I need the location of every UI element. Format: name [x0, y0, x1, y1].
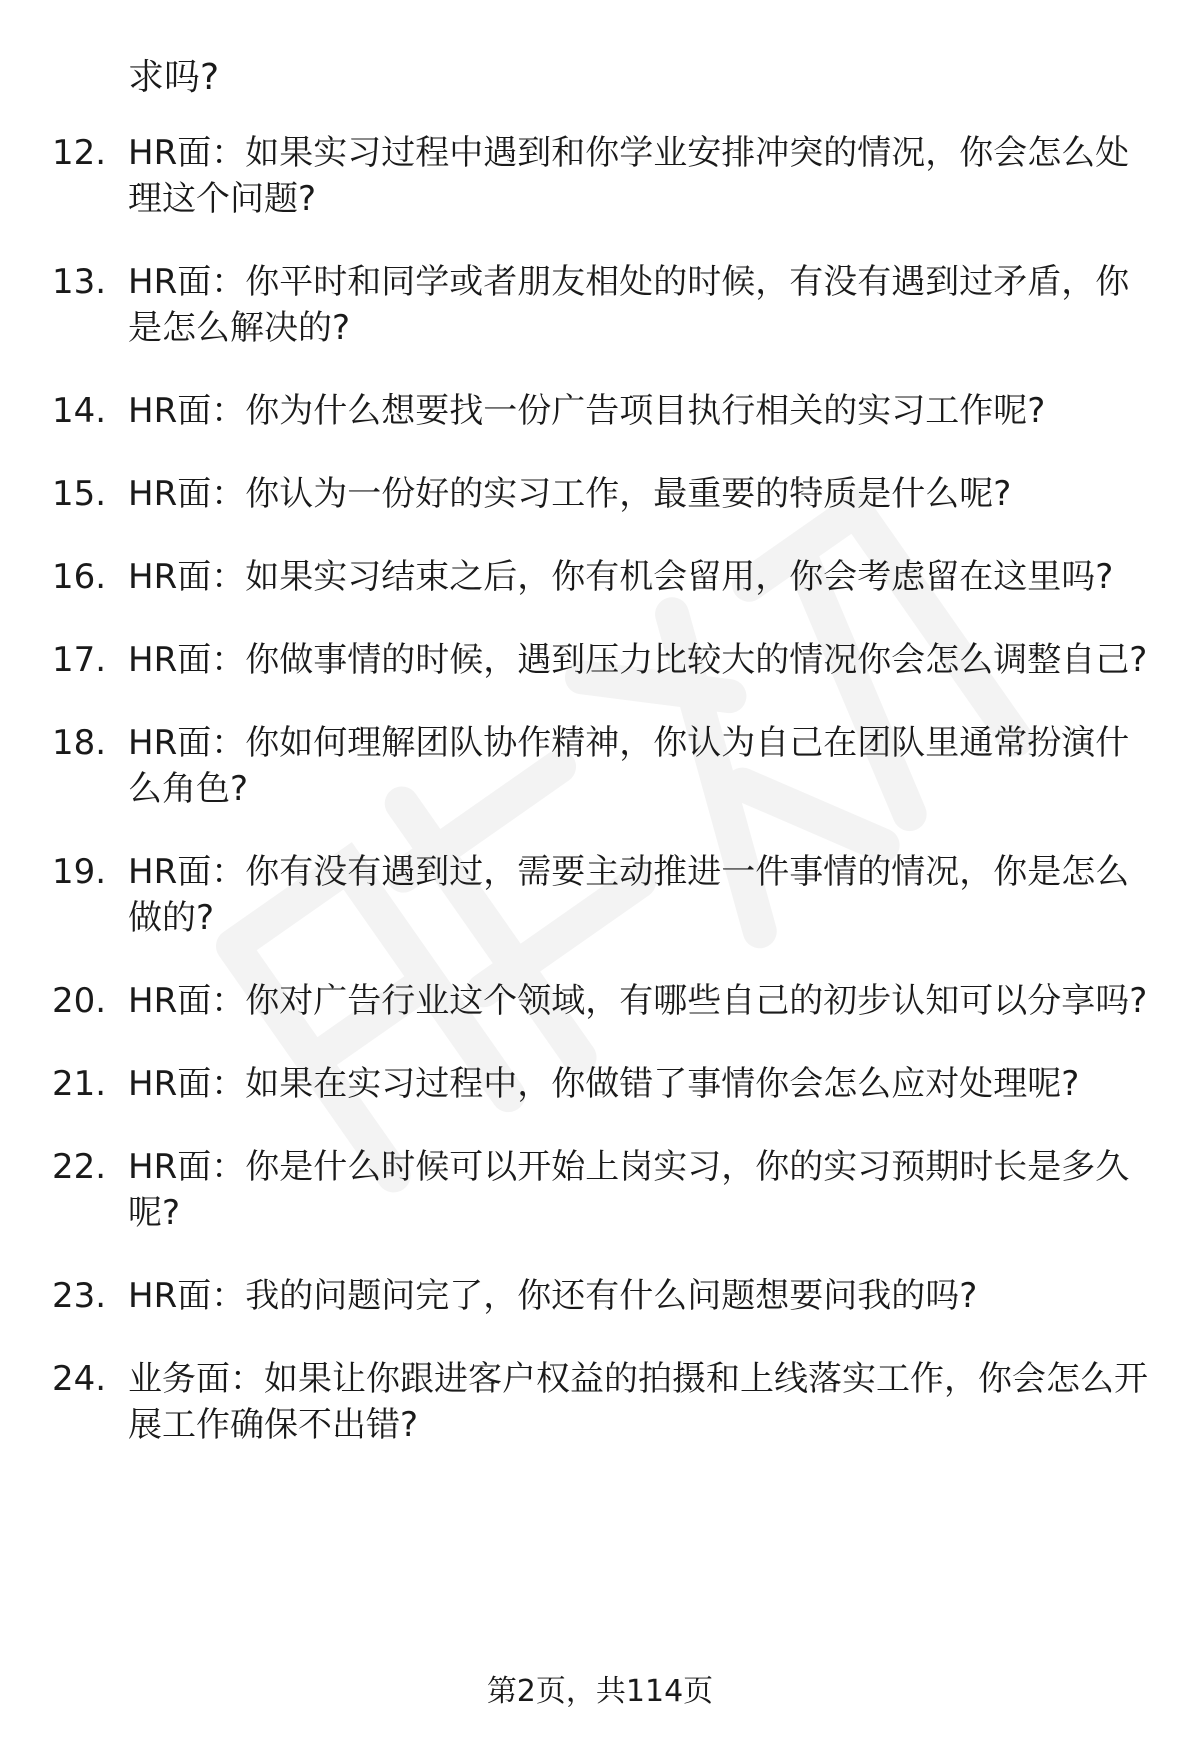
list-item	[0, 637, 1200, 683]
list-item	[0, 554, 1200, 600]
question-text: HR面：如果实习结束之后，你有机会留用，你会考虑留在这里吗?	[128, 557, 1114, 597]
list-item	[0, 849, 1200, 941]
question-text: HR面：你做事情的时候，遇到压力比较大的情况你会怎么调整自己?	[128, 640, 1148, 680]
question-list	[0, 130, 1200, 1485]
question-number: 13.	[52, 262, 107, 302]
question-number: 18.	[52, 723, 107, 763]
list-item	[0, 130, 1200, 222]
question-number: 20.	[52, 981, 107, 1021]
question-number: 17.	[52, 640, 107, 680]
question-text: HR面：如果实习过程中遇到和你学业安排冲突的情况，你会怎么处理这个问题?	[128, 133, 1130, 219]
question-number: 24.	[52, 1359, 107, 1399]
question-text: HR面：你认为一份好的实习工作，最重要的特质是什么呢?	[128, 474, 1012, 514]
question-number: 14.	[52, 391, 107, 431]
page-footer: 第2页，共114页	[486, 1674, 714, 1709]
question-text: HR面：你有没有遇到过，需要主动推进一件事情的情况，你是怎么做的?	[128, 852, 1130, 938]
question-text: HR面：你如何理解团队协作精神，你认为自己在团队里通常扮演什么角色?	[128, 723, 1130, 809]
question-number: 19.	[52, 852, 107, 892]
question-text: 业务面：如果让你跟进客户权益的拍摄和上线落实工作，你会怎么开展工作确保不出错?	[128, 1359, 1148, 1445]
question-number: 16.	[52, 557, 107, 597]
question-text: HR面：我的问题问完了，你还有什么问题想要问我的吗?	[128, 1276, 978, 1316]
question-number: 23.	[52, 1276, 107, 1316]
question-number: 12.	[52, 133, 107, 173]
list-item	[0, 388, 1200, 434]
list-item	[0, 259, 1200, 351]
question-text: HR面：你是什么时候可以开始上岗实习，你的实习预期时长是多久呢?	[128, 1147, 1130, 1233]
list-item	[0, 1061, 1200, 1107]
list-item	[0, 720, 1200, 812]
question-text: HR面：你平时和同学或者朋友相处的时候，有没有遇到过矛盾，你是怎么解决的?	[128, 262, 1130, 348]
list-item	[0, 1356, 1200, 1448]
question-text: HR面：你对广告行业这个领域，有哪些自己的初步认知可以分享吗?	[128, 981, 1148, 1021]
question-number: 21.	[52, 1064, 107, 1104]
list-item	[0, 978, 1200, 1024]
question-text: HR面：你为什么想要找一份广告项目执行相关的实习工作呢?	[128, 391, 1046, 431]
question-text: HR面：如果在实习过程中，你做错了事情你会怎么应对处理呢?	[128, 1064, 1080, 1104]
question-number: 15.	[52, 474, 107, 514]
continuation-text: 求吗?	[128, 57, 220, 98]
list-item	[0, 471, 1200, 517]
list-item	[0, 1144, 1200, 1236]
question-number: 22.	[52, 1147, 107, 1187]
list-item	[0, 1273, 1200, 1319]
